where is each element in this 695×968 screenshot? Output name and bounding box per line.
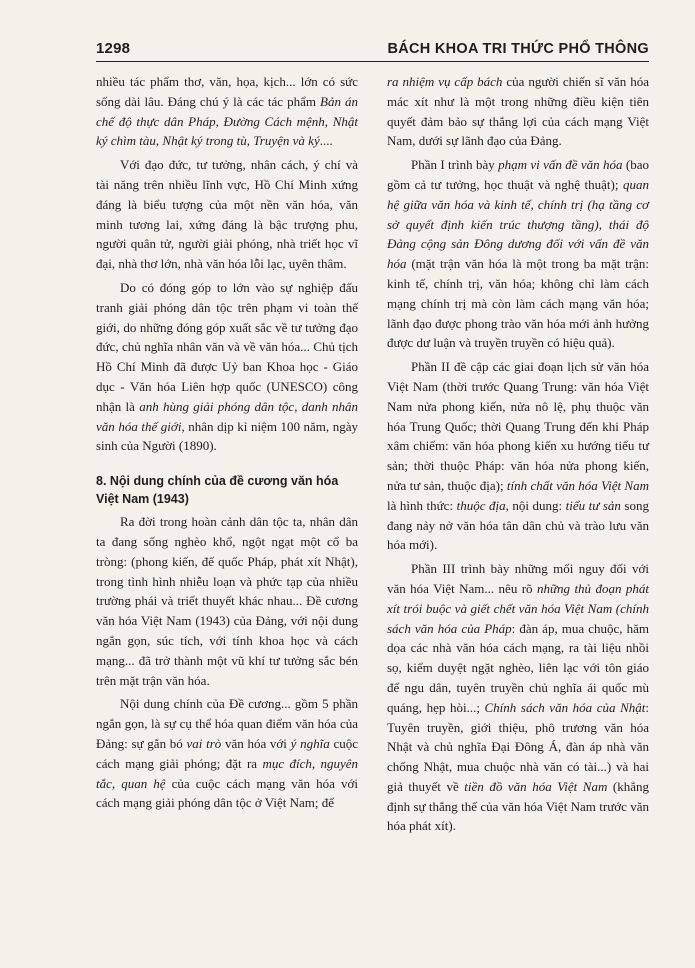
italic-run: ý nghĩa	[290, 735, 330, 751]
paragraph	[387, 155, 649, 353]
italic-run: Bản án chế độ thực dân Pháp, Đường Cách mệnh, Nhật ký chìm tàu, Nhật ký trong tù, Truyện và ký	[96, 93, 358, 149]
italic-run: tiền đồ văn hóa Việt Nam	[464, 778, 608, 794]
text-run: : Tuyên truyền, giới thiệu, phô trương văn hóa Nhật và chủ nghĩa Đại Đông Á, đàn áp nhà văn chống Nhật, mua chuộc nhà văn có tài...) và hai giả thuyết về	[387, 699, 649, 794]
paragraph	[387, 72, 649, 151]
text-run: (khẳng định sự thắng thế của văn hóa Việt Nam trước văn hóa phát xít).	[387, 778, 649, 834]
text-run: Phần III trình bày những mối nguy đối với văn hóa Việt Nam... nêu rõ	[387, 561, 649, 596]
text-run: văn hóa với	[221, 735, 291, 751]
paragraph	[387, 357, 649, 555]
text-columns	[96, 72, 649, 836]
text-run: , nhân dịp kỉ niệm 100 năm, ngày sinh của Người (1890).	[96, 418, 358, 454]
text-run: song đang nảy nở văn hóa tân dân chủ và trào lưu văn hóa mới).	[387, 497, 649, 553]
paragraph	[96, 694, 358, 813]
italic-run: tiểu tư sản	[565, 497, 621, 513]
text-run: Do có đóng góp to lớn vào sự nghiệp đấu tranh giải phóng dân tộc trên phạm vi toàn thế giới, do những đóng góp xuất sắc về tư tưởng đạo đức, chủ nghĩa nhân văn và về văn hóa... Chủ tịch Hồ Chí Minh đã được Uỷ ban Khoa học - Giáo dục - Văn hóa Liên hợp quốc (UNESCO) công nhận là	[96, 279, 358, 414]
text-run: nhiều tác phẩm thơ, văn, họa, kịch... lớn có sức sống dài lâu. Đáng chú ý là các tác phẩm	[96, 74, 358, 109]
text-run: , nội dung:	[505, 497, 566, 513]
text-run: Nội dung chính của Đề cương... gồm 5 phần ngắn gọn, là sự cụ thể hóa quan điểm văn hóa của Đảng: sự gắn bó	[96, 696, 358, 751]
text-run: của người chiến sĩ văn hóa mác xít như là một trong những điều kiện tiên quyết đảm bảo sự thắng lợi của cách mạng Việt Nam, dưới sự lãnh đạo của Đảng.	[387, 74, 650, 149]
paragraph	[96, 278, 358, 456]
paragraph: Ra đời trong hoàn cảnh dân tộc ta, nhân dân ta đang sống nghèo khổ, ngột ngạt một cổ ba tròng: (phong kiến, đế quốc Pháp, phát xít Nhật), trong tình hình nhiễu loạn và phức tạp của nhiều trường phái và triết thuyết khác nhau... Đề cương văn hóa Việt Nam (1943) của Đảng, với nội dung ngắn gọn, súc tích, với tính khoa học và cách mạng... đã trở thành một vũ khí tư tưởng sắc bén trên mặt trận văn hóa.	[96, 514, 358, 688]
italic-run: ra nhiệm vụ cấp bách	[387, 74, 503, 89]
text-run: ....	[319, 133, 333, 149]
page-number: 1298	[96, 40, 131, 57]
paragraph	[96, 72, 358, 151]
italic-run: quan hệ giữa văn hóa và kinh tế, chính trị (hạ tầng cơ sở quyết định kiến trúc thượng tầng), thái độ Đảng cộng sản Đông dương đối với vấn đề văn hóa	[387, 176, 649, 272]
paragraph	[387, 559, 649, 836]
text-run: Phần II đề cập các giai đoạn lịch sử văn hóa Việt Nam (thời trước Quang Trung: văn hóa Việt Nam nửa phong kiến, nửa nô lệ, phụ thuộc văn hóa Trung Quốc; thời Quang Trung đến khi Pháp xâm chiếm: văn hóa phong kiến xu hướng tiểu tư sản; thời thuộc Pháp: văn hóa nửa phong kiến, nửa tư sản, thuộc địa);	[387, 359, 649, 493]
text-run: : đàn áp, mua chuộc, hăm dọa các nhà văn hóa cách mạng, ra tài liệu nhồi sọ, kiểm duyệt ngặt nghèo, liên lạc với tôn giáo để ngu dân, tuyên truyền chủ nghĩa ái quốc mù quáng, hẹp hòi...;	[387, 620, 649, 715]
text-run: (bao gồm cả tư tưởng, học thuật và nghệ thuật);	[387, 157, 649, 192]
paragraph: Với đạo đức, tư tưởng, nhân cách, ý chí và tài năng trên nhiều lĩnh vực, Hồ Chí Minh xứng đáng là biểu tượng của một nền văn hóa, văn minh tương lai, xứng đáng là bậc trượng phu, người quân tử, người giải phóng, nhà triết học vĩ đại, nhà thơ lớn, nhà văn hóa lỗi lạc, uyên thâm.	[96, 157, 358, 272]
page-header	[96, 40, 649, 62]
text-run: (mặt trận văn hóa là một trong ba mặt trận: kinh tế, chính trị, văn hóa; không chỉ làm cách mạng chính trị mà còn làm cách mạng văn hóa; lãnh đạo được phong trào văn hóa mới ảnh hưởng được dư luận và truyền truyền có hiệu quả).	[387, 256, 649, 351]
left-column	[96, 72, 358, 836]
italic-run: phạm vi vấn đề văn hóa	[498, 157, 623, 173]
section-heading: 8. Nội dung chính của đề cương văn hóa Việt Nam (1943)	[96, 474, 339, 507]
text-run: cuộc cách mạng giải phóng; đặt ra	[96, 735, 358, 771]
italic-run: tính chất văn hóa Việt Nam	[506, 477, 649, 493]
italic-run: Chính sách văn hóa của Nhật	[484, 699, 646, 715]
italic-run: thuộc địa	[456, 497, 506, 513]
italic-run: mục đích, nguyên tắc, quan hệ	[96, 755, 358, 791]
text-run: Phần I trình bày	[411, 157, 499, 173]
italic-run: anh hùng giải phóng dân tộc, danh nhân văn hóa thế giới	[96, 398, 359, 434]
running-title: BÁCH KHOA TRI THỨC PHỔ THÔNG	[387, 41, 649, 57]
right-column	[387, 72, 649, 836]
text-run: là hình thức:	[387, 497, 457, 513]
italic-run: vai trò	[186, 735, 222, 751]
italic-run: những thủ đoạn phát xít trói buộc và giết chết văn hóa Việt Nam (chính sách văn hóa của Pháp	[387, 580, 649, 636]
text-run: của cuộc cách mạng văn hóa với cách mạng giải phóng dân tộc ở Việt Nam; để	[96, 775, 358, 811]
